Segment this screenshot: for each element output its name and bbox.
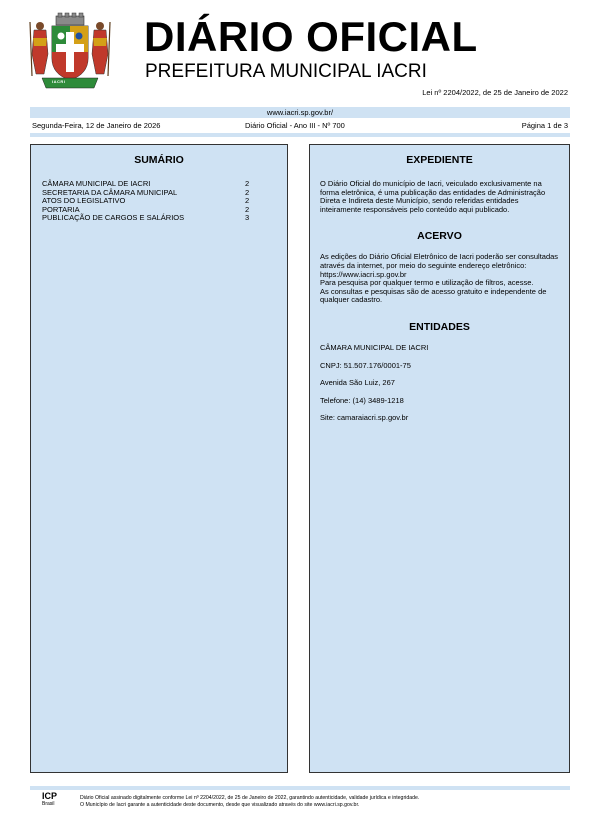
toc-item-label: ATOS DO LEGISLATIVO xyxy=(42,196,126,205)
edition-date: Segunda-Feira, 12 de Janeiro de 2026 xyxy=(32,121,161,130)
footer-signature-text xyxy=(80,795,419,808)
edition-info-row xyxy=(30,120,570,132)
header-divider xyxy=(30,133,570,137)
toc-item-page: 2 xyxy=(245,187,250,197)
toc-item[interactable] xyxy=(42,214,255,223)
law-reference: Lei nº 2204/2022, de 25 de Janeiro de 2022 xyxy=(422,88,568,97)
edition-number: Diário Oficial - Ano III - Nº 700 xyxy=(245,121,345,130)
expediente-title: EXPEDIENTE xyxy=(406,154,473,166)
sumario-title: SUMÁRIO xyxy=(134,154,184,166)
entity-address: Avenida São Luiz, 267 xyxy=(320,378,395,388)
expediente-text: O Diário Oficial do município de Iacri, veiculado exclusivamente na forma eletrônica, é uma publicação das entidades de Administração Direta e Indireta deste Município, sendo referidas entidades inteiramente responsáveis pelo conteúdo aqui publicado. xyxy=(320,179,546,214)
newspaper-title: DIÁRIO OFICIAL xyxy=(144,13,478,60)
toc-item-page: 3 xyxy=(245,213,250,222)
table-of-contents xyxy=(42,180,255,223)
icp-logo-bottom: Brasil xyxy=(42,801,55,807)
site-url-bar[interactable]: www.iacri.sp.gov.br/ xyxy=(30,107,570,118)
acervo-text-1: As edições do Diário Oficial Eletrônico de Iacri poderão ser consultadas através da internet, por meio do seguinte endereço eletrônico: https://www.iacri.sp.gov.br xyxy=(320,252,559,279)
expediente-panel xyxy=(309,144,570,773)
icp-brasil-logo xyxy=(42,792,66,812)
toc-item-label: PUBLICAÇÃO DE CARGOS E SALÁRIOS xyxy=(42,213,185,222)
entity-site-link[interactable]: Site: camaraiacri.sp.gov.br xyxy=(320,413,409,423)
footer-divider xyxy=(30,786,570,790)
newspaper-subtitle: PREFEITURA MUNICIPAL IACRI xyxy=(145,61,427,82)
crest-ribbon-text: IACRI xyxy=(52,79,66,84)
toc-item-page: 2 xyxy=(245,204,250,214)
toc-item-page: 2 xyxy=(245,196,250,205)
entity-cnpj: CNPJ: 51.507.176/0001-75 xyxy=(320,360,411,370)
acervo-title: ACERVO xyxy=(417,230,462,243)
acervo-text-3: As consultas e pesquisas são de acesso gratuito e independente de qualquer cadastro. xyxy=(320,286,547,305)
toc-item-label: SECRETARIA DA CÂMARA MUNICIPAL xyxy=(42,187,178,197)
toc-item-page: 2 xyxy=(245,179,250,188)
entity-phone: Telefone: (14) 3489-1218 xyxy=(320,395,404,405)
entidades-title: ENTIDADES xyxy=(409,320,470,333)
acervo-text-2: Para pesquisa por qualquer termo e utilização de filtros, acesse. xyxy=(320,278,534,288)
icp-logo-top: ICP xyxy=(42,791,58,801)
municipal-crest-logo xyxy=(28,12,112,92)
sumario-panel xyxy=(30,144,288,773)
footer-line-2: O Município de Iacri garante a autenticidade deste documento, desde que visualizado através do site www.iacri.sp.gov.br. xyxy=(80,801,360,808)
page-indicator: Página 1 de 3 xyxy=(521,121,568,130)
toc-item-label: PORTARIA xyxy=(42,204,80,214)
footer-line-1: Diário Oficial assinado digitalmente conforme Lei nº 2204/2022, de 25 de Janeiro de 2022, garantindo autenticidade, validade jurídica e integridade. xyxy=(80,795,420,801)
entity-name: CÂMARA MUNICIPAL DE IACRI xyxy=(320,342,429,352)
toc-item-label: CÂMARA MUNICIPAL DE IACRI xyxy=(42,179,151,188)
